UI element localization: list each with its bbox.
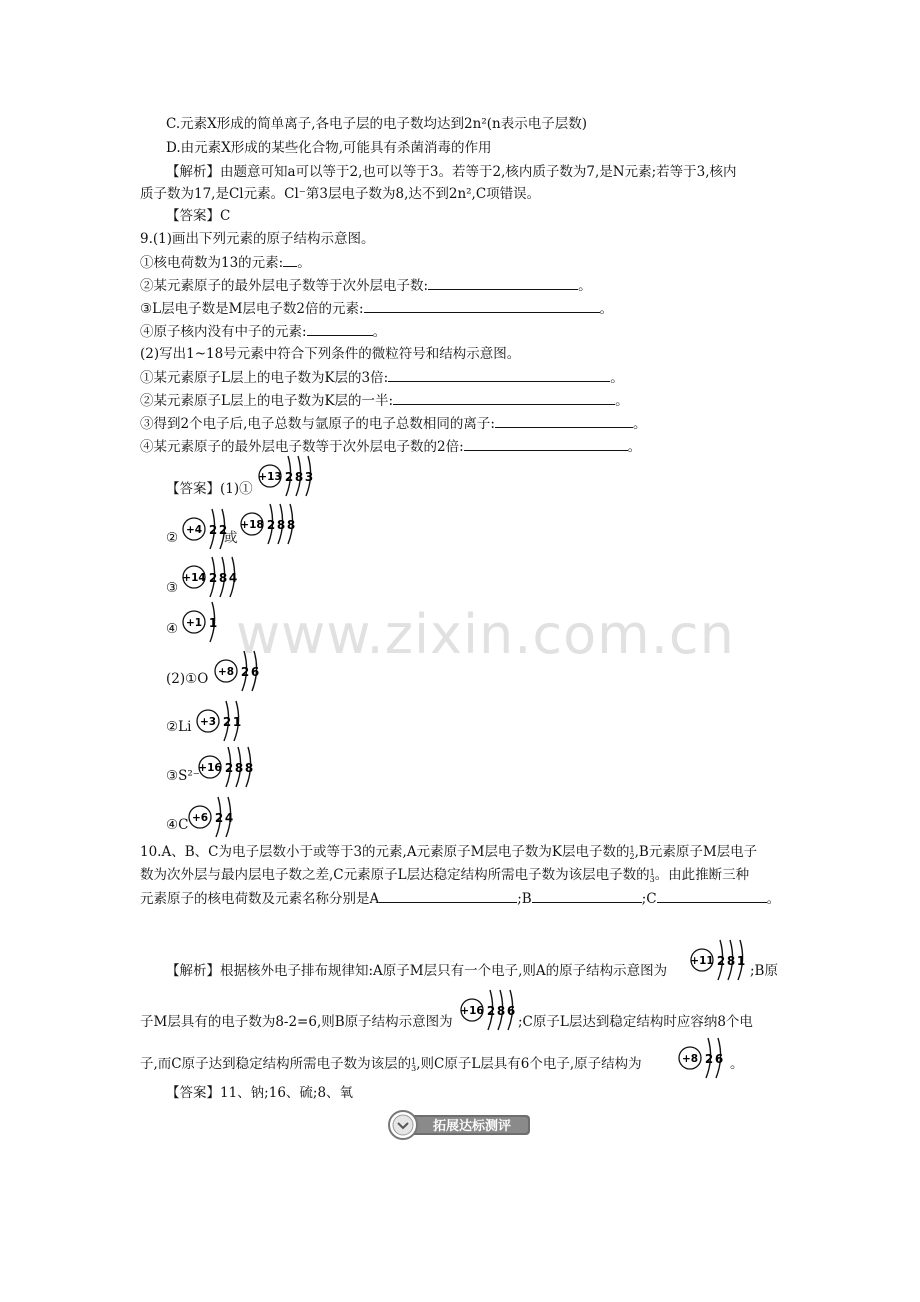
q10-analysis-line3-end: 。	[730, 1056, 744, 1072]
q9-part2-answer-2-label: ②Li	[166, 719, 192, 735]
shell-electron-count: 1	[736, 954, 746, 968]
watermark: www.zixin.com.cn	[236, 603, 735, 666]
shell-electron-count: 2	[214, 811, 224, 825]
q10-analysis-line2-end: ;C原子L层达到稳定结构时应容纳8个电	[518, 1014, 753, 1030]
q9-part1-item2: ②某元素原子的最外层电子数等于次外层电子数: 。	[140, 275, 592, 296]
q10-analysis-line1-end: ;B原	[750, 963, 778, 979]
q9-part2-title: (2)写出1~18号元素中符合下列条件的微粒符号和结构示意图。	[140, 346, 521, 362]
q9-answer-3-label: ③	[166, 580, 179, 596]
q10-analysis-line2: 子M层具有的电子数为8-2=6,则B原子结构示意图为	[140, 1014, 453, 1030]
shell-electron-count: 8	[276, 518, 286, 532]
q9-part1-item3: ③L层电子数是M层电子数2倍的元素: 。	[140, 298, 613, 319]
nucleus-charge: +11	[690, 955, 714, 967]
q9-part2-item3: ③得到2个电子后,电子总数与氩原子的电子总数相同的离子: 。	[140, 413, 646, 434]
q10-analysis-line1: 【解析】根据核外电子排布规律知:A原子M层只有一个电子,则A的原子结构示意图为	[166, 963, 668, 979]
shell-electron-count: 8	[218, 571, 228, 585]
atom-diagram-s	[198, 743, 268, 789]
q9-part2-answer-4-label: ④C	[166, 817, 189, 833]
q9-part1-item4: ④原子核内没有中子的元素: 。	[140, 321, 386, 342]
shell-electron-count: 3	[304, 470, 314, 484]
shell-electron-count: 2	[486, 1004, 496, 1018]
q9-answer-4-label: ④	[166, 621, 179, 637]
shell-electron-count: 4	[228, 571, 238, 585]
fraction-half: 1 2	[629, 844, 635, 861]
q9-part2-item4: ④某元素原子的最外层电子数等于次外层电子数的2倍: 。	[140, 436, 641, 457]
nucleus-charge: +13	[258, 471, 282, 483]
shell-electron-count: 2	[208, 523, 218, 537]
shell-electron-count: 4	[224, 811, 234, 825]
shell-electron-count: 8	[496, 1004, 506, 1018]
shell-electron-count: 2	[284, 470, 294, 484]
q10-line3: 元素原子的核电荷数及元素名称分别是A ;B ;C 。	[140, 888, 780, 909]
shell-electron-count: 8	[286, 518, 296, 532]
nucleus-charge: +4	[185, 524, 203, 536]
q8-option-d: D.由元素X形成的某些化合物,可能具有杀菌消毒的作用	[166, 140, 492, 156]
q10-analysis-line3: 子,而C原子达到稳定结构所需电子数为该层的1 3,则C原子L层具有6个电子,原子结构为	[140, 1056, 642, 1073]
atom-diagram-si	[182, 553, 252, 599]
q9-part2-item1: ①某元素原子L层上的电子数为K层的3倍: 。	[140, 367, 624, 388]
q9-part2-answer-1-label: (2)①O	[166, 671, 209, 687]
atom-diagram-c	[188, 793, 258, 839]
section-banner	[388, 1110, 534, 1140]
q9-answer-label: 【答案】(1)①	[166, 481, 253, 497]
fraction-third-2: 1 3	[411, 1056, 417, 1073]
shell-electron-count: 2	[266, 518, 276, 532]
nucleus-charge: +8	[681, 1053, 699, 1065]
q9-part1-item1: ①核电荷数为13的元素: 。	[140, 252, 311, 273]
q9-part2-answer-3-label: ③S²⁻	[166, 768, 200, 784]
shell-electron-count: 2	[704, 1052, 714, 1066]
q9-title: 9.(1)画出下列元素的原子结构示意图。	[140, 231, 375, 247]
q10-line2: 数为次外层与最内层电子数之差,C元素原子L层达稳定结构所需电子数为该层电子数的1 3。由此推断三种	[140, 867, 750, 884]
shell-electron-count: 6	[714, 1052, 724, 1066]
shell-electron-count: 1	[232, 715, 242, 729]
or-text: 或	[224, 530, 238, 546]
banner-text: 拓展达标测评	[432, 1119, 512, 1134]
q8-analysis-line2: 质子数为17,是Cl元素。Cl⁻第3层电子数为8,达不到2n²,C项错误。	[140, 186, 541, 202]
shell-electron-count: 8	[294, 470, 304, 484]
fraction-third: 1 3	[649, 867, 655, 884]
nucleus-charge: +8	[217, 666, 235, 678]
shell-electron-count: 2	[218, 523, 228, 537]
atom-diagram-al	[258, 452, 328, 498]
q10-answer: 【答案】11、钠;16、硫;8、氧	[166, 1085, 354, 1101]
atom-diagram-ar	[240, 500, 310, 546]
shell-electron-count: 6	[506, 1004, 516, 1018]
atom-diagram-li	[196, 697, 266, 743]
nucleus-charge: +6	[191, 812, 209, 824]
shell-electron-count: 6	[250, 665, 260, 679]
shell-electron-count: 2	[224, 761, 234, 775]
shell-electron-count: 2	[222, 715, 232, 729]
q10-line1: 10.A、B、C为电子层数小于或等于3的元素,A元素原子M层电子数为K层电子数的1 2,B元素原子M层电子	[140, 844, 758, 861]
shell-electron-count: 2	[240, 665, 250, 679]
q8-answer: 【答案】C	[166, 208, 231, 224]
q8-analysis-line1: 【解析】由题意可知a可以等于2,也可以等于3。若等于2,核内质子数为7,是N元素;若等于3,核内	[166, 164, 737, 180]
nucleus-charge: +3	[199, 716, 217, 728]
shell-electron-count: 8	[726, 954, 736, 968]
shell-electron-count: 1	[208, 616, 218, 630]
q8-option-c: C.元素X形成的简单离子,各电子层的电子数均达到2n²(n表示电子层数)	[166, 116, 587, 132]
nucleus-charge: +14	[182, 572, 206, 584]
shell-electron-count: 8	[244, 761, 254, 775]
nucleus-charge: +18	[240, 519, 264, 531]
nucleus-charge: +1	[185, 617, 203, 629]
shell-electron-count: 2	[208, 571, 218, 585]
q9-part2-item2: ②某元素原子L层上的电子数为K层的一半: 。	[140, 390, 629, 411]
nucleus-charge: +16	[460, 1005, 484, 1017]
q9-answer-2-label: ②	[166, 530, 179, 546]
shell-electron-count: 2	[716, 954, 726, 968]
nucleus-charge: +16	[198, 762, 222, 774]
shell-electron-count: 8	[234, 761, 244, 775]
